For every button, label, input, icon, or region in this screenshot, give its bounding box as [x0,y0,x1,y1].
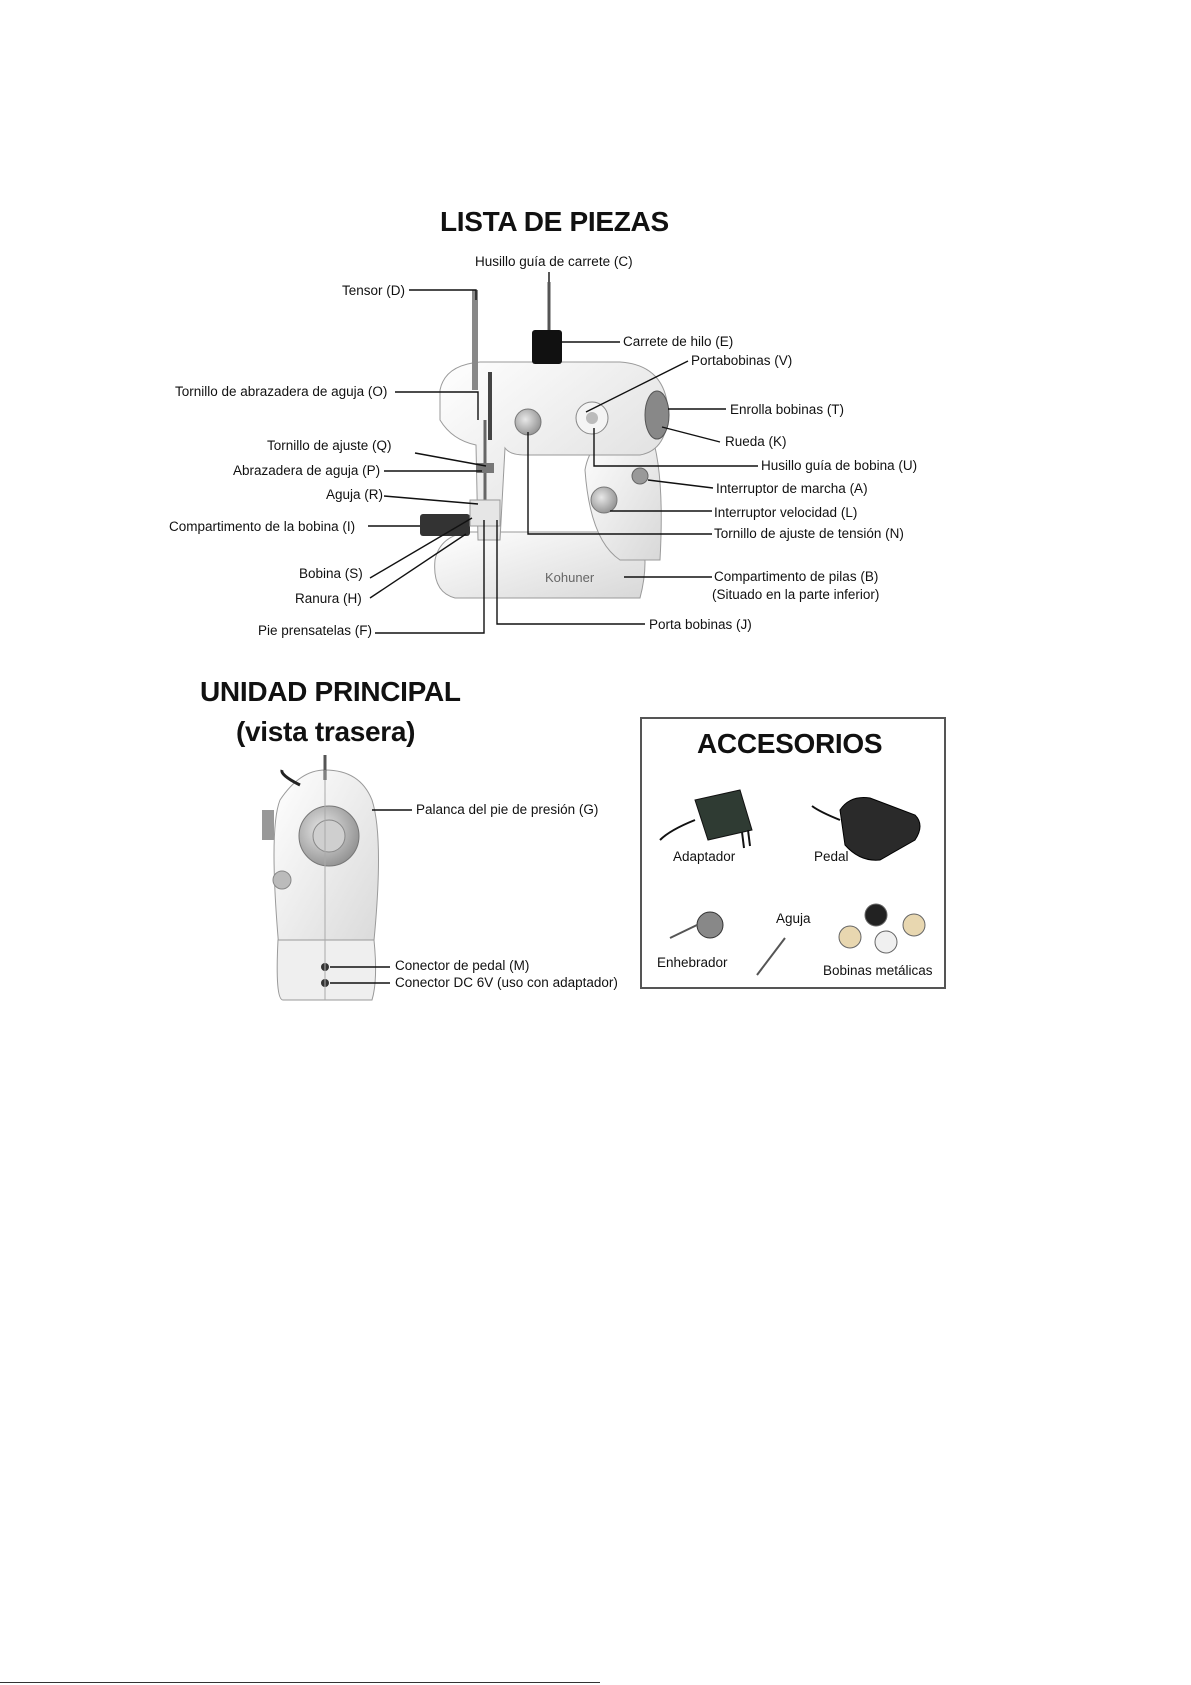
accessory-pedal-label: Pedal [814,849,849,864]
label-spool-pin: Husillo guía de carrete (C) [475,254,633,269]
brand-logo: Kohuner [545,570,595,585]
label-tension-screw: Tornillo de ajuste de tensión (N) [714,526,904,541]
label-bobbin-winder: Enrolla bobinas (T) [730,402,845,417]
label-bobbin-compartment: Compartimento de la bobina (I) [169,519,356,534]
label-handwheel: Rueda (K) [725,434,787,449]
accessory-needle-label: Aguja [776,911,811,926]
accessories-title: ACCESORIOS [697,728,883,759]
label-needle: Aguja (R) [326,487,384,502]
main-unit-subtitle: (vista trasera) [236,716,416,747]
label-pedal-connector: Conector de pedal (M) [395,958,530,973]
accessory-threader-label: Enhebrador [657,955,728,970]
label-thread-spool: Carrete de hilo (E) [623,334,734,349]
sewing-machine-rear-illustration [262,755,379,1000]
label-power-switch: Interruptor de marcha (A) [716,481,868,496]
label-dc-connector: Conector DC 6V (uso con adaptador) [395,975,618,990]
label-presser-lever: Palanca del pie de presión (G) [416,802,599,817]
label-bobbin-guide-spindle: Husillo guía de bobina (U) [761,458,918,473]
accessory-adapter-label: Adaptador [673,849,736,864]
accessory-bobbins-label: Bobinas metálicas [823,963,933,978]
label-presser-foot: Pie prensatelas (F) [258,623,373,638]
label-slot: Ranura (H) [295,591,362,606]
label-bobbin-rack: Porta bobinas (J) [649,617,752,632]
parts-list-title: LISTA DE PIEZAS [440,206,669,237]
label-speed-switch: Interruptor velocidad (L) [714,505,858,520]
label-adjust-screw: Tornillo de ajuste (Q) [267,438,392,453]
main-unit-title: UNIDAD PRINCIPAL [200,676,461,707]
label-needle-clamp: Abrazadera de aguja (P) [233,463,381,478]
label-bobbin: Bobina (S) [299,566,363,581]
label-battery-compartment: Compartimento de pilas (B) [714,569,879,584]
footer-rule [0,1682,600,1683]
label-needle-clamp-screw: Tornillo de abrazadera de aguja (O) [175,384,388,399]
sewing-machine-front-illustration [420,282,669,598]
label-tensor: Tensor (D) [342,283,406,298]
label-battery-compartment-note: (Situado en la parte inferior) [712,587,880,602]
label-bobbin-holder: Portabobinas (V) [691,353,793,368]
